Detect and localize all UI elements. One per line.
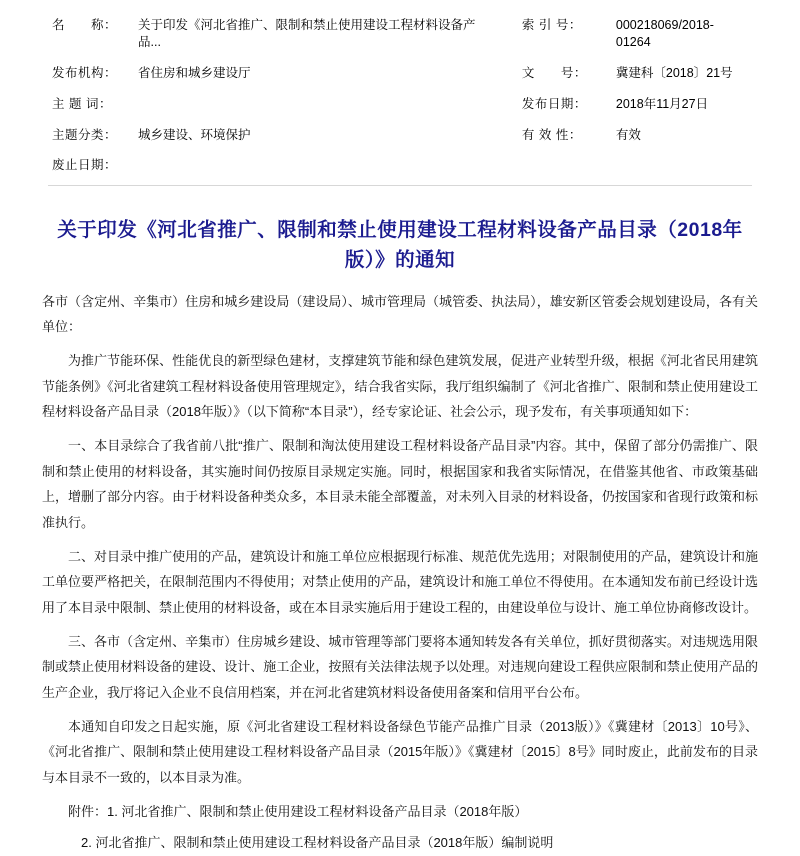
metadata-table [48, 10, 752, 181]
meta-value-validity: 有效 [615, 127, 641, 142]
meta-label-name: 名 称： [52, 18, 118, 32]
column-spacer [496, 150, 518, 181]
body-paragraph-addressee: 各市（含定州、辛集市）住房和城乡建设局（建设局）、城市管理局（城管委、执法局），雄安新区管委会规划建设局，各有关单位： [42, 293, 758, 335]
meta-value-expirydate [134, 150, 496, 181]
body-paragraph-item-2: 二、对目录中推广使用的产品，建筑设计和施工单位应根据现行标准、规范优先选用；对限制使用的产品，建筑设计和施工单位要严格把关，在限制范围内不得使用；对禁止使用的产品，建筑设计和施工单位不得使用。在本通知发布前已经设计选用了本目录中限制、禁止使用的材料设备，或在本目录实施后用于建设工程的，由建设单位与设计、施工单位协商修改设计。 [42, 548, 758, 615]
document-metadata [0, 0, 800, 181]
table-row [48, 58, 752, 89]
metadata-table-body [48, 10, 752, 181]
table-row [48, 120, 752, 151]
meta-value-publishdate: 2018年11月27日 [615, 96, 709, 111]
page-title: 关于印发《河北省推广、限制和禁止使用建设工程材料设备产品目录（2018年版）》的通知 [57, 219, 743, 271]
table-row [48, 150, 752, 181]
meta-label-keywords: 主 题 词： [52, 96, 112, 111]
body-paragraph-intro: 为推广节能环保、性能优良的新型绿色建材，支撑建筑节能和绿色建筑发展，促进产业转型升级，根据《河北省民用建筑节能条例》《河北省建筑工程材料设备使用管理规定》，结合我省实际，我厅组织编制了《河北省推广、限制和禁止使用建设工程材料设备产品目录（2018年版）》（以下简称“本目录”），经专家论证、社会公示，现予发布，有关事项通知如下： [42, 353, 758, 420]
meta-value-docnumber: 冀建科〔2018〕21号 [615, 65, 733, 80]
body-paragraph-item-1: 一、本目录综合了我省前八批“推广、限制和淘汰使用建设工程材料设备产品目录”内容。其中，保留了部分仍需推广、限制和禁止使用的材料设备，其实施时间仍按原目录规定实施。同时，根据国家和我省实际情况，在借鉴其他省、市政策基础上，增删了部分内容。由于材料设备种类众多，本目录未能全部覆盖，对未列入目录的材料设备，仍按国家和省现行政策和标准执行。 [42, 438, 758, 530]
meta-label-publishdate: 发布日期： [521, 96, 587, 111]
body-paragraph-effective: 本通知自印发之日起实施，原《河北省建设工程材料设备绿色节能产品推广目录（2013版）》《冀建材〔2013〕10号》、《河北省推广、限制和禁止使用建设工程材料设备产品目录（2015年版）》《冀建材〔2015〕8号》同时废止，此前发布的目录与本目录不一致的，以本目录为准。 [42, 718, 758, 785]
body-paragraph-item-3: 三、各市（含定州、辛集市）住房城乡建设、城市管理等部门要将本通知转发各有关单位，抓好贯彻落实。对违规选用限制或禁止使用材料设备的建设、设计、施工企业，按照有关法律法规予以处理。对违规向建设工程供应限制和禁止使用产品的生产企业，我厅将记入企业不良信用档案，并在河北省建筑材料设备使用备案和信用平台公布。 [42, 633, 758, 700]
meta-value-empty [612, 150, 752, 181]
table-row [48, 10, 752, 58]
meta-label-validity: 有 效 性： [521, 127, 582, 142]
column-spacer [496, 10, 518, 58]
meta-value-name: 关于印发《河北省推广、限制和禁止使用建设工程材料设备产品... [138, 18, 476, 49]
meta-label-index: 索 引 号： [521, 18, 582, 32]
section-spacer [0, 186, 800, 198]
document-body [42, 289, 758, 856]
column-spacer [496, 58, 518, 89]
meta-value-index: 000218069/2018-01264 [615, 18, 714, 49]
meta-label-category: 主题分类： [52, 127, 118, 142]
meta-label-empty [518, 150, 612, 181]
meta-label-docnumber: 文 号： [521, 65, 587, 80]
meta-value-publisher: 省住房和城乡建设厅 [138, 65, 251, 80]
table-row [48, 89, 752, 120]
attachment-item-1: 附件：1. 河北省推广、限制和禁止使用建设工程材料设备产品目录（2018年版） [68, 803, 528, 819]
meta-value-keywords [134, 89, 496, 120]
column-spacer [496, 89, 518, 120]
meta-value-category: 城乡建设、环境保护 [138, 127, 251, 142]
meta-label-expirydate: 废止日期： [52, 158, 118, 173]
column-spacer [496, 120, 518, 151]
attachment-item-2: 2. 河北省推广、限制和禁止使用建设工程材料设备产品目录（2018年版）编制说明 [81, 835, 554, 851]
meta-label-publisher: 发布机构： [52, 65, 118, 80]
